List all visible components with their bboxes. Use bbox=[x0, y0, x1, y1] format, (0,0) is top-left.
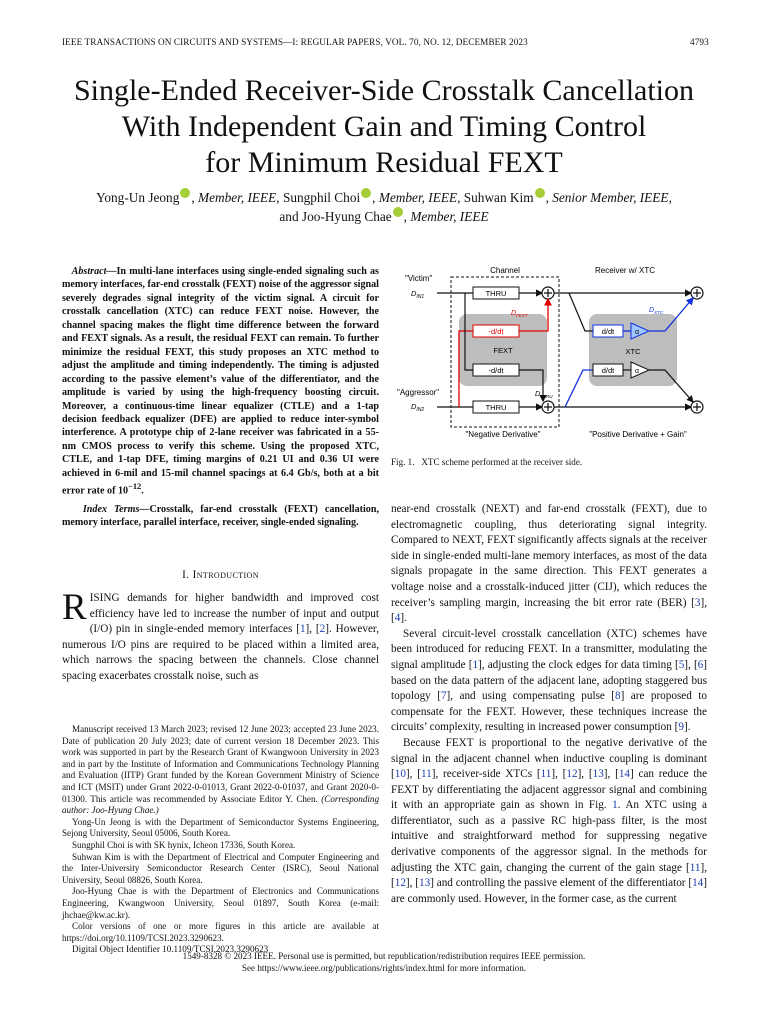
citation-link[interactable]: 9 bbox=[678, 721, 684, 734]
footnote-text: Joo-Hyung Chae is with the Department of Electronics and Communications Engineering, Kwangwoon University, Seoul 01897, South Korea (e-mail: jhchae@kw.ac.kr). bbox=[62, 886, 379, 920]
footnotes bbox=[62, 724, 379, 956]
intro-text: ], [ bbox=[305, 623, 320, 636]
citation-link[interactable]: 13 bbox=[419, 877, 431, 890]
running-header: IEEE TRANSACTIONS ON CIRCUITS AND SYSTEMS—I: REGULAR PAPERS, VOL. 70, NO. 12, DECEMBER 2023 bbox=[62, 37, 528, 47]
citation-link[interactable]: 1 bbox=[472, 658, 479, 671]
footnote-text: Digital Object Identifier 10.1109/TCSI.2023.3290623 bbox=[72, 944, 269, 955]
intro-paragraph bbox=[62, 587, 379, 685]
author-name: Suhwan Kim bbox=[463, 190, 534, 205]
body-text: ], adjusting the clock edges for data timing [ bbox=[478, 658, 679, 671]
channel-label: Channel bbox=[490, 266, 520, 275]
body-text: ], [ bbox=[391, 596, 707, 625]
body-text: ], [ bbox=[405, 768, 421, 781]
din1-label: $D_{IN1}$ bbox=[411, 289, 425, 300]
author-role: Member, IEEE bbox=[378, 190, 458, 205]
author-list: Yong-Un Jeong , Member, IEEE, Sungphil Choi , Member, IEEE, Suhwan Kim , Senior Member, IEEE, and Joo-Hyung Chae , Member, IEEE bbox=[96, 190, 672, 224]
negative-derivative-caption: "Negative Derivative" bbox=[465, 430, 541, 439]
paper-title bbox=[40, 73, 728, 181]
body-text: ] based on the data pattern of the adjacent lane, adopting staggered bus topology [ bbox=[391, 658, 707, 703]
figure-caption-text: XTC scheme performed at the receiver side. bbox=[421, 457, 583, 467]
figure-caption bbox=[391, 457, 707, 467]
author-prefix: and bbox=[279, 209, 302, 224]
aggressor-label: "Aggressor" bbox=[397, 388, 440, 397]
fext-label: FEXT bbox=[493, 346, 513, 355]
body-text: Several circuit-level crosstalk cancellation (XTC) schemes have been introduced for reducing FEXT. In a transmitter, modulating the signal amplitude [ bbox=[391, 627, 707, 671]
citation-link[interactable]: 7 bbox=[440, 690, 447, 703]
title-line-3: for Minimum Residual FEXT bbox=[205, 146, 563, 179]
footnote-text: Manuscript received 13 March 2023; revised 12 June 2023; accepted 23 June 2023. Date of publication 20 July 2023; date of current version 18 December 2023. This work was supported in part by the Research Grant of Kwangwoon University in 2023 and in part by the Institute of Information and Communications Technology Planning and Evaluation (IITP) Grant funded by the Korean Government Ministry of Science and ICT (MSIT) under Grant 2022-0-01013, Grant 2022-0-01037, and Grant 2020-0-01300. This article was recommended by Associate Editor Y. Chen. bbox=[62, 724, 379, 804]
pos-derivative-label: d/dt bbox=[601, 366, 615, 375]
citation-link[interactable]: 13 bbox=[592, 768, 604, 781]
citation-link[interactable]: 2 bbox=[319, 623, 326, 636]
body-text: ], [ bbox=[577, 768, 593, 781]
xtc-label: XTC bbox=[625, 347, 641, 356]
orcid-icon[interactable] bbox=[535, 188, 545, 198]
body-text: ], [ bbox=[405, 877, 419, 890]
section-heading bbox=[62, 569, 379, 581]
footnote-text: Color versions of one or more figures in this article are available at https://doi.org/10.1109/TCSI.2023.3290623. bbox=[62, 921, 379, 943]
author-name: Yong-Un Jeong bbox=[96, 190, 180, 205]
dthru-label: $D_{THRU}$ bbox=[535, 391, 553, 399]
body-paragraph bbox=[391, 502, 707, 627]
author-role: Member, IEEE bbox=[198, 190, 277, 205]
right-column-body bbox=[391, 502, 707, 907]
abstract-text: In multi-lane interfaces using single-ended signaling such as memory interfaces, far-end crosstalk (FEXT) noise of the aggressor signal severely degrades signal integrity of the victim signal. A circuit for crosstalk cancellation (XTC) can reduce FEXT noise. However, the channel spacing makes the flight time difference between the forward and FEXT signals. As a result, the residual FEXT can remain. To further minimize the residual FEXT, this study proposes an XTC method to adjust the amplitude and timing independently. The timing is adjusted according to the passive element’s value of the differentiator, and the amplitude is varied by using the high-frequency boosting circuit. Moreover, a continuous-time linear equalizer (CTLE) and a 1-tap decision feedback equalizer (DFE) are applied to reduce inter-symbol interference. A prototype chip of 2-lane receiver was fabricated in a 55-nm CMOS process to verify this scheme. Using the proposed XTC, CTLE, and 1-tap DFE, timing margins of 0.21 UI and 0.36 UI were achieved in 6-mil and 15-mil channel spacings at 6.4 Gb/s, both at a bit error rate of 10 bbox=[62, 266, 379, 497]
figure-1-diagram bbox=[393, 262, 713, 442]
abstract-label: Abstract— bbox=[71, 266, 117, 277]
orcid-icon[interactable] bbox=[393, 207, 403, 217]
body-text: near-end crosstalk (NEXT) and far-end crosstalk (FEXT), due to electromagnetic coupling, thus deteriorating signal integrity. Compared to NEXT, FEXT significantly affects signals at the receiver side in single-ended multi-lane memory interfaces, as most of the data signals propagate in the same direction. This FEXT generates a voltage noise and a crosstalk-induced jitter (CIJ), which reduces the receiver’s sampling margin, increasing the bit error rate (BER) [ bbox=[391, 503, 707, 609]
body-text: ] and controlling the passive element of the differentiator [ bbox=[430, 877, 693, 890]
alpha-label: α bbox=[635, 329, 640, 336]
body-text: . An XTC using a differentiator, such as a passive RC high-pass filter, is the most intuitive and straightforward method for suppressing negative derivative components of the aggressor signal. In the methods for adjusting the XTC gain, changing the current of the gain stage [ bbox=[391, 799, 707, 874]
footnote-text: Sungphil Choi is with SK hynix, Icheon 17336, South Korea. bbox=[72, 839, 296, 850]
thru-label: THRU bbox=[485, 403, 507, 412]
abstract bbox=[62, 265, 379, 498]
abstract-end: . bbox=[141, 485, 144, 497]
receiver-label: Receiver w/ XTC bbox=[594, 266, 656, 275]
author-name: Sungphil Choi bbox=[282, 190, 361, 205]
index-terms bbox=[62, 503, 379, 530]
index-terms-label: Index Terms— bbox=[82, 504, 150, 515]
citation-link[interactable]: 10 bbox=[394, 768, 406, 781]
citation-link[interactable]: 11 bbox=[540, 768, 552, 781]
citation-link[interactable]: 1 bbox=[299, 623, 306, 636]
footnote-text: Suhwan Kim is with the Department of Electrical and Computer Engineering and the Inter-University Semiconductor Research Center (ISRC), Seoul National University, Seoul 08826, South Korea. bbox=[62, 851, 379, 885]
body-text: ], and using compensating pulse [ bbox=[446, 690, 616, 703]
body-text: Because FEXT is proportional to the negative derivative of the signal in the adjacent channel when inductive coupling is dominant [ bbox=[391, 736, 707, 781]
citation-link[interactable]: 11 bbox=[420, 768, 432, 781]
dropcap: R bbox=[62, 587, 87, 628]
citation-link[interactable]: 5 bbox=[678, 658, 685, 671]
body-paragraph bbox=[391, 736, 707, 908]
xtc-path-blue bbox=[565, 370, 593, 407]
citation-link[interactable]: 4 bbox=[394, 612, 401, 625]
dfext-label: $D_{FEXT}$ bbox=[511, 310, 528, 318]
orcid-icon[interactable] bbox=[180, 188, 190, 198]
citation-link[interactable]: 8 bbox=[615, 690, 621, 703]
copyright-line: 1549-8328 © 2023 IEEE. Personal use is permitted, but republication/redistribution requires IEEE permission. bbox=[182, 951, 586, 961]
section-title: Introduction bbox=[192, 569, 259, 581]
thru-label: THRU bbox=[485, 289, 507, 298]
citation-link[interactable]: 11 bbox=[689, 861, 701, 874]
body-text: ], [ bbox=[684, 658, 698, 671]
body-text: ] can reduce the FEXT by differentiating the adjacent aggressor signal and combining it with an appropriate gain as shown in Fig. bbox=[391, 768, 708, 812]
body-text: ] are proposed to compensate for the FEXT. However, these techniques increase the circuits’ complexity, resulting in increased power consumption [ bbox=[391, 690, 707, 734]
body-text: ], receiver-side XTCs [ bbox=[431, 768, 541, 781]
author-name: Joo-Hyung Chae bbox=[301, 209, 392, 224]
spacer bbox=[569, 370, 589, 407]
index-terms-text: Crosstalk, far-end crosstalk (FEXT) cancellation, memory interface, parallel interface, receiver, single-ended signaling. bbox=[62, 504, 379, 529]
body-paragraph bbox=[391, 627, 707, 736]
page-number: 4793 bbox=[690, 37, 709, 47]
body-text: ] are commonly used. However, in the former case, as the current bbox=[391, 877, 707, 905]
title-line-1: Single-Ended Receiver-Side Crosstalk Cancellation bbox=[73, 74, 695, 107]
pos-derivative-label: d/dt bbox=[601, 327, 615, 336]
positive-derivative-caption: "Positive Derivative + Gain" bbox=[589, 430, 687, 439]
intro-text: ISING demands for higher bandwidth and improved cost efficiency have led to increase the number of input and output (I/O) pin in single-ended memory interfaces [ bbox=[89, 592, 379, 636]
neg-derivative-label: -d/dt bbox=[488, 366, 504, 375]
citation-link[interactable]: 14 bbox=[692, 877, 704, 890]
author-role: Member, IEEE bbox=[410, 209, 489, 224]
section-number: I. bbox=[182, 569, 193, 581]
figure-link[interactable]: 1 bbox=[612, 799, 618, 812]
citation-link[interactable]: 6 bbox=[697, 658, 704, 671]
body-text: ], [ bbox=[551, 768, 567, 781]
dxtc-label: $D_{XTC}$ bbox=[649, 307, 664, 315]
author-role: Senior Member, IEEE bbox=[552, 190, 669, 205]
corresponding-author: (Corresponding author: Joo-Hyung Chae.) bbox=[62, 793, 379, 816]
footnote-text: Yong-Un Jeong is with the Department of Semiconductor Systems Engineering, Sejong University, Seoul 05006, South Korea. bbox=[62, 816, 379, 839]
citation-link[interactable]: 12 bbox=[566, 768, 578, 781]
body-text: ]. bbox=[400, 612, 407, 625]
body-text: ]. bbox=[683, 721, 691, 734]
intro-text: ]. However, numerous I/O pins are required to be placed within a limited area, which narrows the spacing between the channels. Close channel spacing exacerbates crosstalk noise, such as bbox=[62, 623, 379, 682]
orcid-icon[interactable] bbox=[361, 188, 371, 198]
figure-caption-label: Fig. 1. bbox=[391, 457, 415, 467]
neg-derivative-label: -d/dt bbox=[488, 327, 504, 336]
rights-line: See https://www.ieee.org/publications/rights/index.html for more information. bbox=[241, 963, 527, 973]
abstract-exponent: −12 bbox=[128, 482, 142, 492]
din2-label: $D_{IN2}$ bbox=[411, 402, 425, 413]
victim-label: "Victim" bbox=[405, 274, 433, 283]
citation-link[interactable]: 12 bbox=[394, 877, 406, 890]
citation-link[interactable]: 3 bbox=[694, 596, 701, 609]
body-text: ], [ bbox=[391, 861, 707, 890]
copyright-footer bbox=[40, 950, 728, 974]
title-line-2: With Independent Gain and Timing Control bbox=[121, 110, 647, 143]
citation-link[interactable]: 14 bbox=[618, 768, 630, 781]
alpha-label: α bbox=[635, 368, 640, 375]
body-text: ], [ bbox=[603, 768, 619, 781]
